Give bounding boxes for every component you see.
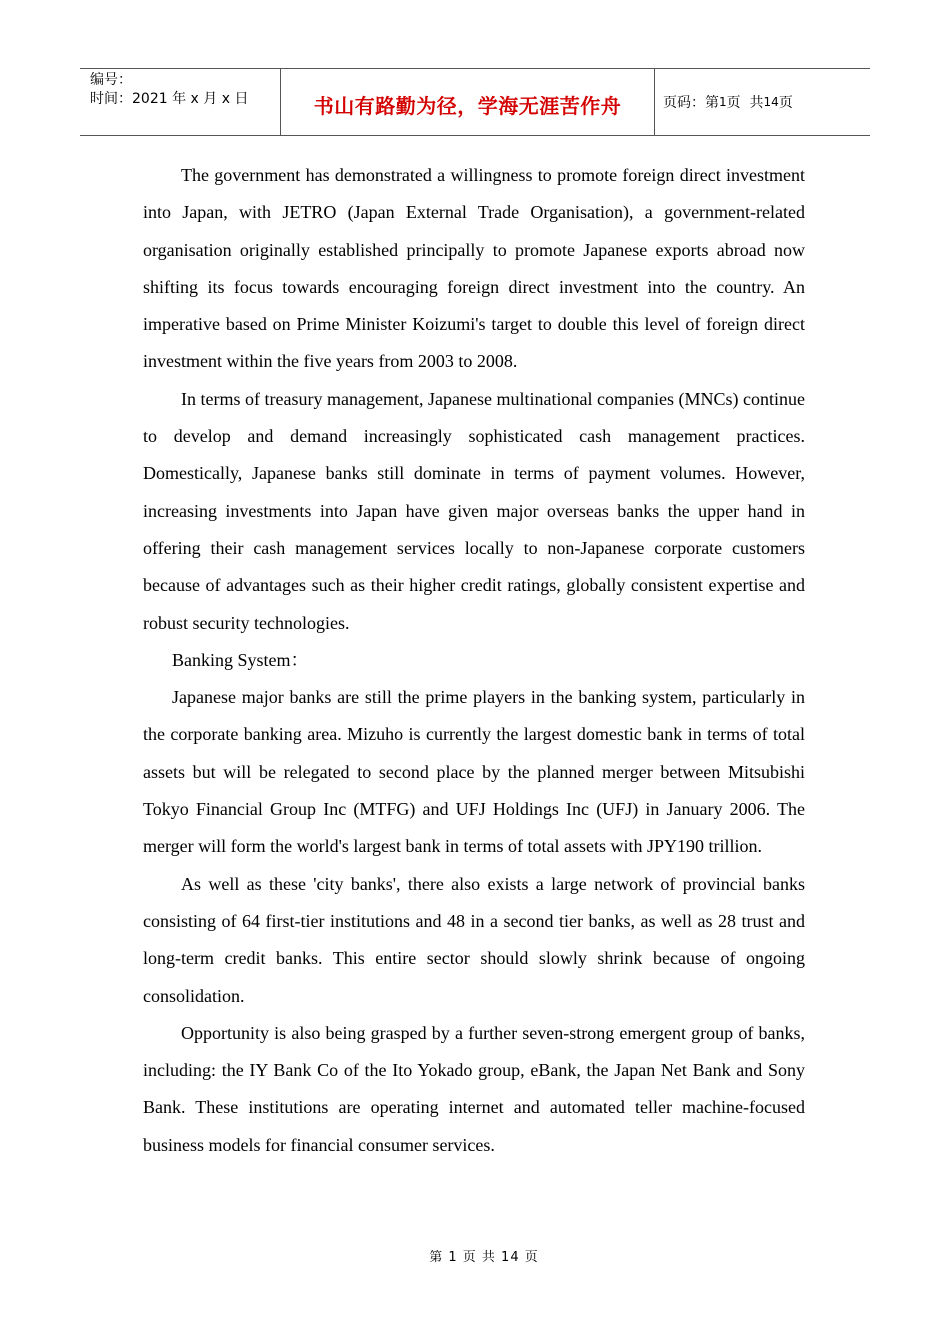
page-total: 14 bbox=[763, 95, 779, 109]
header-page-cell bbox=[655, 69, 870, 135]
paragraph-major-banks: Japanese major banks are still the prime players in the banking system, particularly in the corporate banking area. Mizuho is currently the largest domestic bank in terms of total assets but will be relegated to second place by the planned merger between Mitsubishi Tokyo Financial Group Inc (MTFG) and UFJ Holdings Inc (UFJ) in January 2006. The merger will form the world's largest bank in terms of total assets with JPY190 trillion. bbox=[143, 687, 805, 857]
header-meta-cell bbox=[80, 69, 281, 135]
document-date: 时间：2021 年 x 月 x 日 bbox=[90, 91, 249, 107]
paragraph-city-banks: As well as these 'city banks', there also exists a large network of provincial banks consisting of 64 first-tier institutions and 48 in a second tier banks, as well as 28 trust and long-term credit banks. This entire sector should slowly shrink because of ongoing consolidation. bbox=[143, 873, 805, 1006]
page-number: 1 bbox=[719, 95, 727, 109]
header-motto: 书山有路勤为径，学海无涯苦作舟 bbox=[313, 93, 622, 118]
page-footer: 第 1 页 共 14 页 bbox=[429, 1250, 539, 1265]
header-motto-cell bbox=[281, 69, 655, 135]
section-heading-banking-system: Banking System： bbox=[172, 649, 309, 670]
page-suffix: 页 bbox=[778, 95, 793, 111]
document-number-label: 编号： bbox=[90, 72, 132, 88]
page-mid: 页 共 bbox=[726, 95, 764, 111]
page-header bbox=[80, 68, 870, 136]
paragraph-treasury: In terms of treasury management, Japanese multinational companies (MNCs) continue to develop and demand increasingly sophisticated cash management practices. Domestically, Japanese banks still dominate in terms of payment volumes. However, increasing investments into Japan have given major overseas banks the upper hand in offering their cash management services locally to non-Japanese corporate customers because of advantages such as their higher credit ratings, globally consistent expertise and robust security technologies. bbox=[143, 388, 805, 633]
document-body bbox=[143, 157, 805, 1164]
paragraph-emergent-banks: Opportunity is also being grasped by a further seven-strong emergent group of banks, including: the IY Bank Co of the Ito Yokado group, eBank, the Japan Net Bank and Sony Bank. These institutions are operating internet and automated teller machine-focused business models for financial consumer services. bbox=[143, 1022, 805, 1155]
page-prefix: 页码：第 bbox=[663, 95, 719, 111]
paragraph-fdi: The government has demonstrated a willingness to promote foreign direct investment into Japan, with JETRO (Japan External Trade Organisation), a government-related organisation originally established principally to promote Japanese exports abroad now shifting its focus towards encouraging foreign direct investment into the country. An imperative based on Prime Minister Koizumi's target to double this level of foreign direct investment within the five years from 2003 to 2008. bbox=[143, 165, 805, 372]
